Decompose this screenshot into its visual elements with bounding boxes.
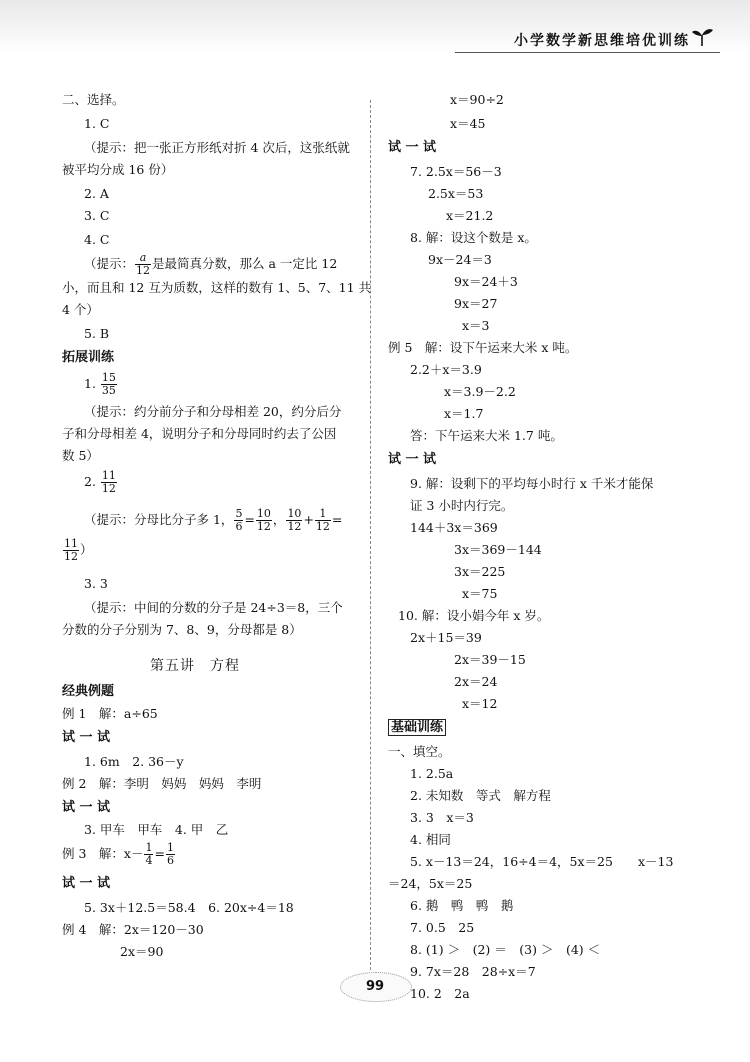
fraction — [234, 508, 243, 533]
hint-line-fraction — [84, 508, 342, 533]
fraction — [101, 470, 117, 495]
answer-line: 10. 解：设小娟今年 x 岁。 — [398, 608, 550, 623]
fraction-denominator: 12 — [101, 482, 116, 495]
chapter-title: 第五讲 方程 — [150, 658, 240, 674]
hint-line-fraction — [84, 252, 337, 277]
fraction-numerator: 11 — [101, 469, 116, 482]
fraction-numerator: 1 — [166, 841, 174, 854]
fraction-denominator: 12 — [64, 550, 78, 563]
fraction — [101, 372, 117, 397]
hint-line: 被平均分成 16 份） — [62, 162, 174, 177]
equation-line: 2x＝39－15 — [454, 652, 526, 667]
equation-line: 9x＝24＋3 — [454, 274, 518, 289]
hint-line: （提示：中间的分数的分子是 24÷3＝8，三个 — [84, 600, 343, 615]
example-line: 例 1 解：a÷65 — [62, 706, 158, 721]
equation-line: x＝1.7 — [444, 406, 484, 421]
answer-line: 3. 甲车 甲车 4. 甲 乙 — [84, 822, 229, 837]
answer-line: 4. C — [84, 232, 110, 247]
hint-line: 4 个） — [62, 302, 99, 317]
hint-line: 小，而且和 12 互为质数，这样的数有 1、5、7、11 共 — [62, 280, 372, 295]
fraction-numerator: 5 — [235, 507, 243, 520]
equation-line: 2x＝24 — [454, 674, 498, 689]
try-it-heading: 试 一 试 — [62, 730, 111, 745]
hint-prefix: （提示： — [84, 256, 135, 271]
answer-line: 5. 3x＋12.5＝58.4 6. 20x÷4＝18 — [84, 900, 294, 915]
page-number-badge — [330, 968, 420, 1004]
example-line-fraction — [62, 842, 176, 867]
equals-sign: = — [244, 512, 255, 527]
fraction-numerator: 11 — [64, 537, 78, 550]
answer-line: 10. 2 2a — [410, 986, 470, 1001]
equation-line: x＝75 — [462, 586, 498, 601]
page-number: 99 — [365, 979, 385, 994]
hint-text: 是最简真分数，那么 a 一定比 12 — [152, 256, 338, 271]
answer-line: 2. A — [84, 186, 109, 201]
fraction-numerator: 1 — [145, 841, 153, 854]
section-heading-fill: 一、填空。 — [388, 744, 451, 759]
answer-line: 3. C — [84, 208, 110, 223]
column-divider — [370, 100, 371, 970]
fraction-denominator: 12 — [256, 520, 271, 533]
equation-line: 3x＝369－144 — [454, 542, 542, 557]
answer-line: 1. 6m 2. 36－y — [84, 754, 184, 769]
answer-line: 2. 未知数 等式 解方程 — [410, 788, 551, 803]
answer-line: 8. (1) ＞ (2) ＝ (3) ＞ (4) ＜ — [410, 942, 601, 957]
answer-line: 3. 3 x＝3 — [410, 810, 474, 825]
answer-line: 6. 鹅 鸭 鸭 鹅 — [410, 898, 514, 913]
equation-line: 2x＝90 — [120, 944, 164, 959]
answer-line: ＝24，5x＝25 — [388, 876, 473, 891]
basic-heading-label: 基础训练 — [388, 719, 446, 736]
equals-sign: = — [154, 846, 165, 861]
example-line: 例 5 解：设下午运来大米 x 吨。 — [388, 340, 578, 355]
answer-line: 1. C — [84, 116, 110, 131]
answer-line: 9. 解：设剩下的平均每小时行 x 千米才能保 — [410, 476, 654, 491]
equation-line: 2x＋15＝39 — [410, 630, 482, 645]
fraction-denominator: 6 — [166, 854, 174, 867]
hint-line: （提示：约分前分子和分母相差 20，约分后分 — [84, 404, 342, 419]
separator: ， — [272, 512, 286, 527]
equation-line: 3x＝225 — [454, 564, 506, 579]
answer-line: 7. 0.5 25 — [410, 920, 475, 935]
equation-line: x＝3.9－2.2 — [444, 384, 516, 399]
hint-line-fraction — [62, 538, 93, 563]
section-heading-choice: 二、选择。 — [62, 92, 125, 107]
plus-sign: + — [303, 512, 314, 527]
try-it-heading: 试 一 试 — [62, 876, 111, 891]
example-prefix: 例 3 解：x－ — [62, 846, 144, 861]
answer-line: 9. 7x＝28 28÷x＝7 — [410, 964, 536, 979]
answer-line-fraction — [84, 372, 118, 397]
fraction-numerator: 1 — [315, 508, 331, 521]
fraction-numerator: a — [135, 252, 151, 265]
fraction — [63, 538, 79, 563]
equation-line: x＝12 — [462, 696, 498, 711]
answer-index: 1. — [84, 376, 96, 391]
equation-line: x＝3 — [462, 318, 490, 333]
fraction — [286, 508, 302, 533]
hint-line: 分数的分子分别为 7、8、9，分母都是 8） — [62, 622, 302, 637]
header-rule — [455, 52, 720, 53]
equation-line: x＝90÷2 — [450, 92, 504, 107]
equation-line: 2.2＋x＝3.9 — [410, 362, 482, 377]
try-it-heading: 试 一 试 — [62, 800, 111, 815]
hint-line: 数 5） — [62, 448, 99, 463]
equation-line: 144＋3x＝369 — [410, 520, 498, 535]
hint-line: 子和分母相差 4，说明分子和分母同时约去了公因 — [62, 426, 337, 441]
example-line: 例 2 解：李明 妈妈 妈妈 李明 — [62, 776, 262, 791]
hint-prefix: （提示：分母比分子多 1， — [84, 512, 234, 527]
answer-line: 4. 相同 — [410, 832, 451, 847]
fraction-numerator: 15 — [101, 371, 116, 384]
book-series-title: 小学数学新思维培优训练 — [514, 33, 690, 49]
answer-line: 8. 解：设这个数是 x。 — [410, 230, 537, 245]
equals-sign: = — [331, 512, 343, 527]
fraction-denominator: 35 — [101, 384, 116, 397]
example-line: 例 4 解：2x＝120－30 — [62, 922, 204, 937]
answer-line: 5. B — [84, 326, 110, 341]
fraction-denominator: 12 — [287, 520, 302, 533]
fraction — [144, 842, 153, 867]
fraction — [166, 842, 175, 867]
equation-line: 9x＝27 — [454, 296, 498, 311]
fraction-denominator: 6 — [235, 520, 243, 533]
answer-line: 1. 2.5a — [410, 766, 454, 781]
fraction-denominator: 12 — [136, 264, 151, 277]
sprout-icon — [690, 24, 714, 48]
fraction-denominator: 12 — [315, 520, 330, 533]
fraction — [256, 508, 272, 533]
answer-index: 2. — [84, 474, 96, 489]
answer-line: 证 3 小时内行完。 — [410, 498, 514, 513]
equation-line: 9x－24＝3 — [428, 252, 492, 267]
try-it-heading: 试 一 试 — [388, 452, 437, 467]
try-it-heading: 试 一 试 — [388, 140, 437, 155]
hint-line: （提示：把一张正方形纸对折 4 次后，这张纸就 — [84, 140, 350, 155]
section-heading-extension: 拓展训练 — [62, 350, 115, 365]
answer-line-fraction — [84, 470, 118, 495]
answer-line: 5. x－13＝24，16÷4＝4，5x＝25 x－13 — [410, 854, 674, 869]
equation-line: 7. 2.5x＝56－3 — [410, 164, 502, 179]
equation-line: 2.5x＝53 — [428, 186, 484, 201]
fraction — [135, 252, 151, 277]
answer-line: 答：下午运来大米 1.7 吨。 — [410, 428, 563, 443]
equation-line: x＝45 — [450, 116, 486, 131]
fraction-numerator: 10 — [256, 507, 271, 520]
hint-close: ） — [80, 542, 93, 557]
fraction — [315, 508, 331, 533]
fraction-numerator: 10 — [287, 507, 302, 520]
equation-line: x＝21.2 — [446, 208, 494, 223]
section-heading-basic — [388, 720, 446, 736]
answer-line: 3. 3 — [84, 576, 108, 591]
section-heading-classic-examples: 经典例题 — [62, 684, 115, 699]
fraction-denominator: 4 — [145, 854, 153, 867]
